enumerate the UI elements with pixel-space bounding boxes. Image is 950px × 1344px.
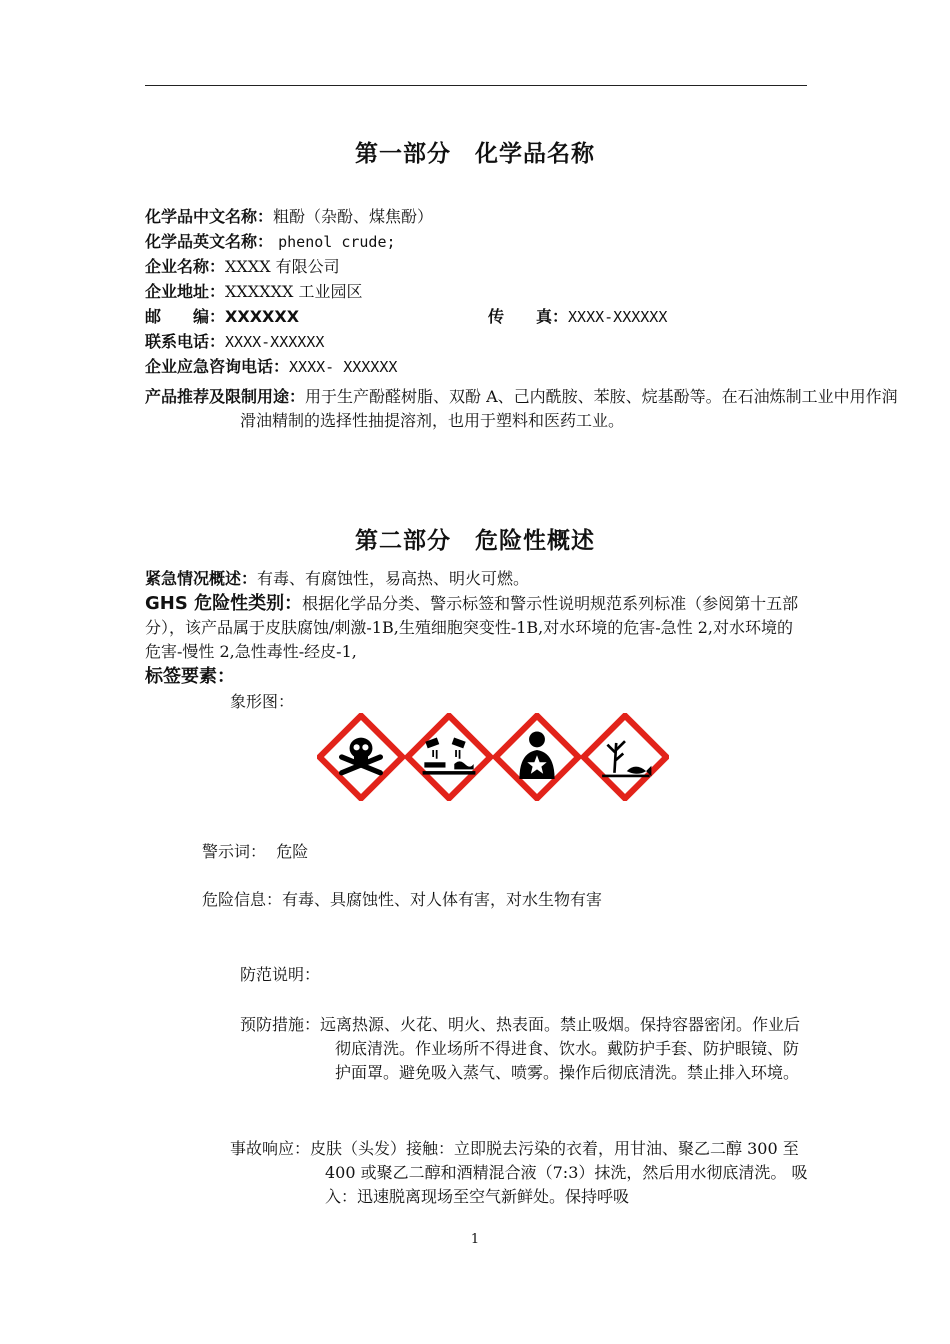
hazard-info-value: 有毒、具腐蚀性、对人体有害，对水生物有害 bbox=[282, 890, 603, 909]
address-value: XXXXXX 工业园区 bbox=[225, 282, 363, 301]
prevention-value: 远离热源、火花、明火、热表面。禁止吸烟。保持容器密闭。作业后彻底清洗。作业场所不得进食、饮水。戴防护手套、防护眼镜、防护面罩。避免吸入蒸气、喷雾。操作后彻底清洗。禁止排入环境。 bbox=[320, 1015, 801, 1082]
use-paragraph bbox=[145, 385, 902, 433]
skull-crossbones-icon bbox=[317, 713, 405, 801]
health-hazard-icon bbox=[493, 713, 581, 801]
use-value: 用于生产酚醛树脂、双酚 A、己内酰胺、苯胺、烷基酚等。在石油炼制工业中用作润滑油精制的选择性抽提溶剂，也用于塑料和医药工业。 bbox=[240, 387, 898, 430]
section1-title: 第一部分 化学品名称 bbox=[355, 141, 595, 167]
ghs-value: 根据化学品分类、警示标签和警示性说明规范系列标准（参阅第十五部分），该产品属于皮肤腐蚀/刺激-1B,生殖细胞突变性-1B,对水环境的危害-急性 2,对水环境的危害-慢性 2,急性毒性-经皮-1, bbox=[145, 594, 799, 661]
label-elements-heading: 标签要素： bbox=[145, 666, 235, 687]
address-label: 企业地址： bbox=[145, 282, 226, 301]
emergency-label: 企业应急咨询电话： bbox=[145, 357, 290, 376]
prevention-label: 预防措施： bbox=[240, 1015, 321, 1034]
page-number: 1 bbox=[470, 1232, 480, 1247]
postcode-label: 邮 编： bbox=[145, 307, 226, 326]
phone-value: XXXX-XXXXXX bbox=[225, 333, 325, 351]
postcode-row bbox=[145, 305, 299, 329]
environment-icon bbox=[581, 713, 669, 801]
emergency-overview-value: 有毒、有腐蚀性，易高热、明火可燃。 bbox=[257, 569, 530, 588]
company-value: XXXX 有限公司 bbox=[225, 257, 340, 276]
address-row bbox=[145, 280, 362, 304]
response-paragraph bbox=[230, 1137, 808, 1209]
signal-word-row bbox=[202, 840, 308, 864]
emergency-overview-label: 紧急情况概述： bbox=[145, 569, 258, 588]
fax-value: XXXX-XXXXXX bbox=[568, 308, 668, 326]
signal-word-value: 危险 bbox=[276, 842, 309, 861]
phone-row bbox=[145, 330, 324, 354]
emergency-value: XXXX- XXXXXX bbox=[289, 358, 398, 376]
cn-name-value: 粗酚（杂酚、煤焦酚） bbox=[273, 207, 434, 226]
precaution-label: 防范说明： bbox=[240, 965, 321, 984]
en-name-row bbox=[145, 230, 396, 254]
fax-row bbox=[488, 305, 667, 329]
prevention-paragraph bbox=[240, 1013, 808, 1085]
signal-word-label: 警示词： bbox=[202, 842, 267, 861]
en-name-value: phenol crude; bbox=[278, 233, 396, 251]
en-name-label: 化学品英文名称： bbox=[145, 232, 274, 251]
pictogram-label: 象形图： bbox=[230, 692, 295, 711]
hazard-info-label: 危险信息： bbox=[202, 890, 283, 909]
emergency-row bbox=[145, 355, 397, 379]
section2-title: 第二部分 危险性概述 bbox=[355, 528, 595, 554]
header-rule bbox=[145, 85, 807, 86]
ghs-label: GHS 危险性类别： bbox=[145, 593, 303, 614]
postcode-value: XXXXXX bbox=[225, 307, 300, 326]
cn-name-label: 化学品中文名称： bbox=[145, 207, 274, 226]
company-row bbox=[145, 255, 340, 279]
ghs-paragraph bbox=[145, 592, 807, 664]
response-value: 皮肤（头发）接触：立即脱去污染的衣着，用甘油、聚乙二醇 300 至 400 或聚乙二醇和酒精混合液（7:3）抹洗，然后用水彻底清洗。 吸入：迅速脱离现场至空气新鲜处。保持呼吸 bbox=[310, 1139, 808, 1206]
response-label: 事故响应： bbox=[230, 1139, 311, 1158]
use-label: 产品推荐及限制用途： bbox=[145, 387, 306, 406]
fax-label: 传 真： bbox=[488, 307, 569, 326]
cn-name-row bbox=[145, 205, 433, 229]
company-label: 企业名称： bbox=[145, 257, 226, 276]
phone-label: 联系电话： bbox=[145, 332, 226, 351]
hazard-info-row bbox=[202, 888, 602, 912]
corrosion-icon bbox=[405, 713, 493, 801]
emergency-overview-row bbox=[145, 567, 529, 591]
